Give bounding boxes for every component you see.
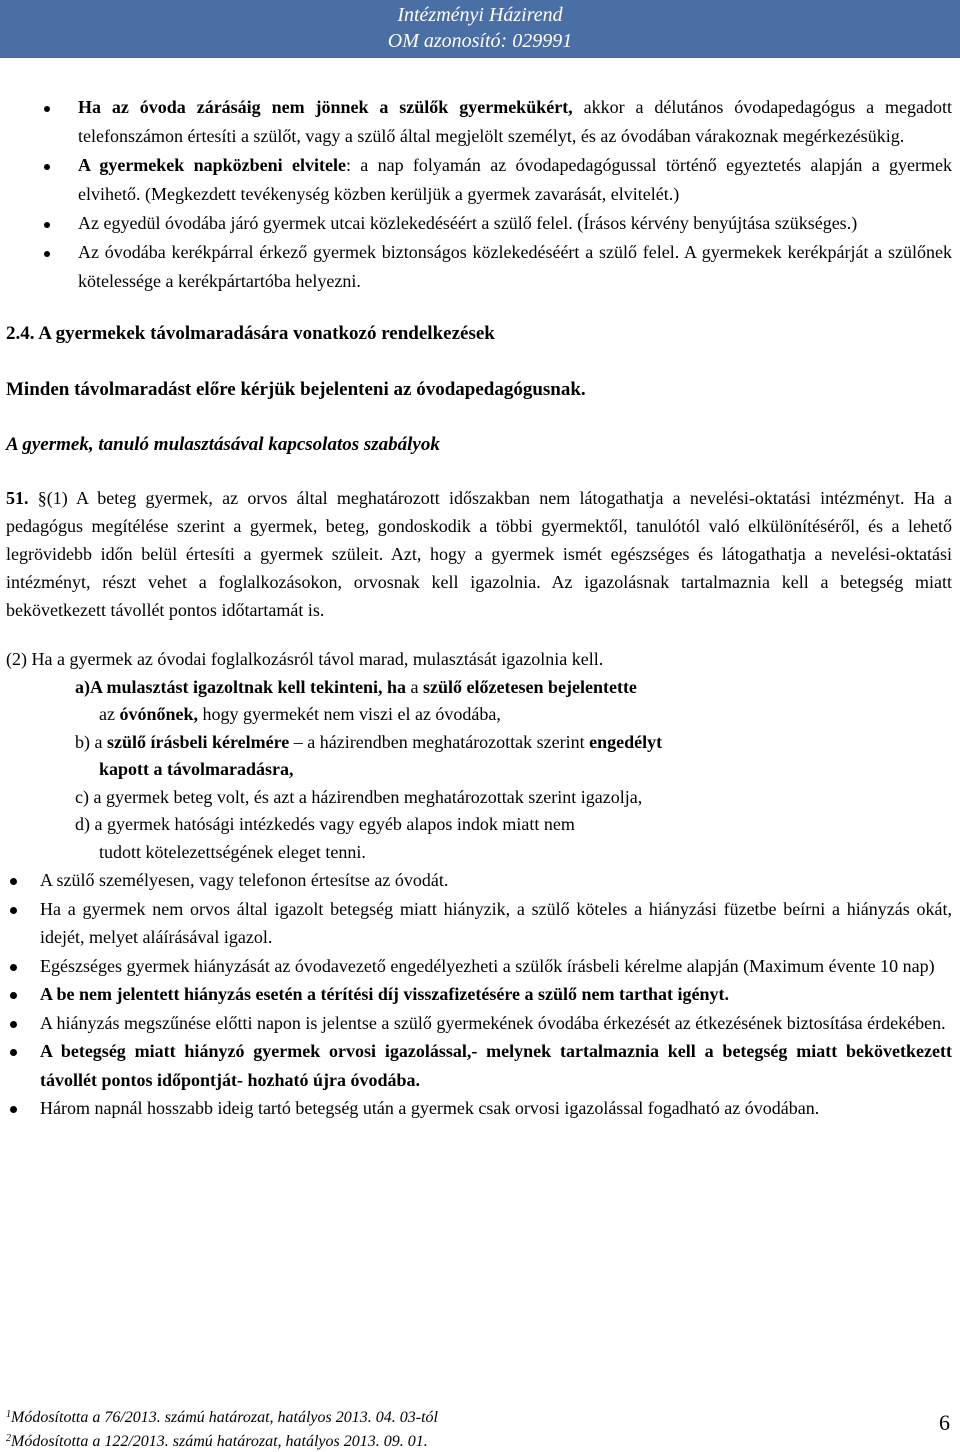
item-d: d) a gyermek hatósági intézkedés vagy egyéb alapos indok miatt nem: [75, 814, 575, 834]
document-body: [6, 93, 952, 1123]
header-om-id: OM azonosító: 029991: [387, 30, 573, 52]
list-item: Három napnál hosszabb ideig tartó betegség után a gyermek csak orvosi igazolással fogadható az óvodában.: [6, 1094, 952, 1123]
list-item: Egészséges gyermek hiányzását az óvodavezető engedélyezheti a szülők írásbeli kérelme alapján (Maximum évente 10 nap): [6, 952, 952, 981]
list-item: [6, 151, 952, 209]
list-item-text: akkor a délutános óvodapedagógus a megadott telefonszámon értesíti a szülőt, vagy a szülő által megjelölt személyt, és az óvodában várakoznak megérkezésükig.: [78, 97, 952, 146]
item-b-bold-2: engedélyt: [589, 731, 663, 752]
footnote-number: 1: [6, 1409, 11, 1420]
absence-notice: Minden távolmaradást előre kérjük bejelenteni az óvodapedagógusnak.: [6, 379, 586, 400]
paragraph-2-intro: (2) Ha a gyermek az óvodai foglalkozásról távol marad, mulasztását igazolnia kell.: [6, 649, 604, 669]
list-item: A betegség miatt hiányzó gyermek orvosi igazolással,- melynek tartalmaznia kell a betegség miatt bekövetkezett távollét pontos időpontját- hozható újra óvodába.: [6, 1037, 952, 1094]
paragraph-51: [6, 484, 952, 624]
item-c: c) a gyermek beteg volt, és azt a házirendben meghatározottak szerint igazolja,: [75, 786, 643, 807]
item-b-cont: kapott a távolmaradásra,: [99, 759, 294, 779]
list-item-text: Az óvodába kerékpárral érkező gyermek biztonságos közlekedéséért a szülő felel. A gyermekek kerékpárját a szülőnek kötelessége a kerékpártartóba helyezni.: [78, 242, 952, 291]
list-item-bold: A gyermekek napközbeni elvitele: [78, 155, 346, 175]
footnote-number: 2: [6, 1433, 11, 1444]
item-a-text-3: hogy gyermekét nem viszi el az óvodába,: [198, 704, 501, 724]
item-b-text: b) a: [75, 731, 107, 752]
list-item: A be nem jelentett hiányzás esetén a térítési díj visszafizetésére a szülő nem tarthat igényt.: [6, 980, 952, 1009]
page-number: 6: [939, 1410, 950, 1435]
list-item-text: : a nap folyamán az óvodapedagógussal történő egyeztetés alapján a gyermek elvihető. (Megkezdett tevékenység közben kerüljük a gyermek zavarását, elvitelét.): [78, 155, 952, 204]
list-item: [6, 209, 952, 238]
item-a-bold: a)A mulasztást igazoltnak kell tekinteni, ha: [75, 676, 407, 697]
list-item: [6, 238, 952, 296]
footnotes: [6, 1404, 952, 1452]
header-title: Intézményi Házirend: [397, 4, 563, 26]
item-b: [6, 729, 952, 757]
section-title: 2.4. A gyermekek távolmaradására vonatkozó rendelkezések: [6, 323, 495, 344]
footnote-text: Módosította a 76/2013. számú határozat, hatályos 2013. 04. 03-tól: [11, 1409, 438, 1426]
footnote-1: [6, 1404, 952, 1428]
item-a-bold-3: óvónőnek,: [119, 704, 199, 724]
pickup-rules-list: [6, 93, 952, 296]
footnote-2: [6, 1428, 952, 1452]
list-item: A szülő személyesen, vagy telefonon értesítse az óvodát.: [6, 866, 952, 895]
item-b-bold: szülő írásbeli kérelmére: [106, 731, 290, 752]
item-a: [6, 674, 952, 702]
list-item: [6, 93, 952, 151]
item-b-text-2: – a házirendben meghatározottak szerint: [289, 731, 590, 752]
list-item-bold: Ha az óvoda zárásáig nem jönnek a szülők gyermekükért,: [78, 97, 573, 117]
item-d-cont: tudott kötelezettségének eleget tenni.: [99, 841, 366, 862]
paragraph-text: §(1) A beteg gyermek, az orvos által meghatározott időszakban nem látogathatja a nevelési-oktatási intézményt. Ha a pedagógus megítélése szerint a gyermek, beteg, gondoskodik a többi gyermektől, tanulótól való elkülönítéséről, és a lehető legrövidebb időn belül értesíti a gyermek szüleit. Azt, hogy a gyermek ismét egészséges és látogathatja a nevelési-oktatási intézményt, részt vehet a foglalkozásokon, orvosnak kell igazolnia. Az igazolásnak tartalmaznia kell a betegség miatt bekövetkezett távollét pontos időtartamát is.: [6, 488, 953, 620]
list-item: Ha a gyermek nem orvos által igazolt betegség miatt hiányzik, a szülő köteles a hiányzási füzetbe beírni a hiányzás okát, idejét, melyet aláírásával igazol.: [6, 895, 952, 952]
item-a-bold-2: szülő előzetesen bejelentette: [423, 676, 637, 697]
list-item-text: Az egyedül óvodába járó gyermek utcai közlekedéséért a szülő felel. (Írásos kérvény benyújtása szükséges.): [78, 213, 858, 233]
page-header: [0, 0, 960, 58]
footnote-text: Módosította a 122/2013. számú határozat, hatályos 2013. 09. 01.: [11, 1433, 428, 1450]
paragraph-number: 51.: [6, 488, 38, 508]
item-a-text-2: az: [99, 704, 120, 724]
subsection-title: A gyermek, tanuló mulasztásával kapcsolatos szabályok: [6, 434, 440, 455]
item-a-cont: [6, 701, 952, 729]
absence-rules-list: [6, 866, 952, 1123]
list-item: A hiányzás megszűnése előtti napon is jelentse a szülő gyermekének óvodába érkezését az étkezésének biztosítása érdekében.: [6, 1009, 952, 1038]
item-a-text: a: [406, 676, 424, 697]
paragraph-2: [6, 646, 952, 866]
